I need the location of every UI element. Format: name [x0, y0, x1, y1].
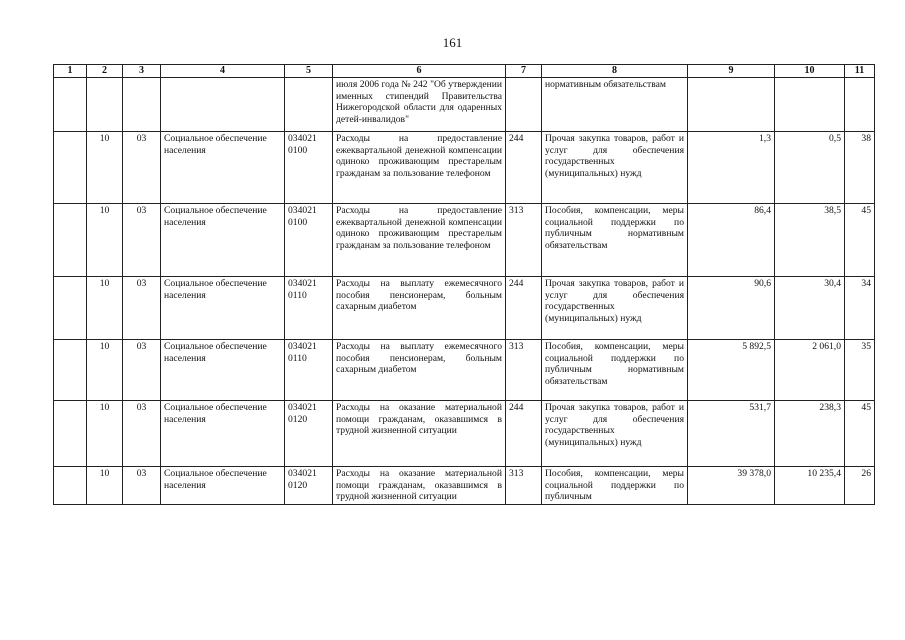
- table-cell-col6: Расходы на выплату ежемесячного пособия пенсионерам, больным сахарным диабетом: [333, 277, 506, 340]
- table-cell-col11: [845, 78, 875, 132]
- table-cell-col5: 034021 0100: [285, 132, 333, 204]
- table-cell-col11: 26: [845, 467, 875, 505]
- column-header-5: 5: [285, 65, 333, 78]
- table-cell-col1: [54, 401, 87, 467]
- column-header-10: 10: [775, 65, 845, 78]
- table-cell-col2: 10: [87, 467, 123, 505]
- table-cell-col7: 244: [506, 277, 542, 340]
- table-cell-col6: Расходы на оказание материальной помощи гражданам, оказавшимся в трудной жизненной ситуации: [333, 401, 506, 467]
- table-cell-col11: 34: [845, 277, 875, 340]
- table-cell-col8: Прочая закупка товаров, работ и услуг для обеспечения государственных (муниципальных) нужд: [542, 132, 688, 204]
- table-cell-col6: июля 2006 года № 242 "Об утверждении именных стипендий Правительства Нижегородской области для одаренных детей-инвалидов": [333, 78, 506, 132]
- table-cell-col9: 39 378,0: [688, 467, 775, 505]
- table-cell-col6: Расходы на предоставление ежеквартальной денежной компенсации одиноко проживающим престарелым гражданам за пользование телефоном: [333, 132, 506, 204]
- table-cell-col10: 0,5: [775, 132, 845, 204]
- table-cell-col11: 38: [845, 132, 875, 204]
- table-row: [54, 204, 875, 277]
- table-cell-col5: [285, 78, 333, 132]
- table-cell-col3: 03: [123, 204, 161, 277]
- table-cell-col9: 86,4: [688, 204, 775, 277]
- table-row: [54, 78, 875, 132]
- table-cell-col1: [54, 132, 87, 204]
- table-cell-col5: 034021 0110: [285, 340, 333, 401]
- table-row: [54, 467, 875, 505]
- table-cell-col10: 38,5: [775, 204, 845, 277]
- table-cell-col10: 238,3: [775, 401, 845, 467]
- table-cell-col6: Расходы на выплату ежемесячного пособия пенсионерам, больным сахарным диабетом: [333, 340, 506, 401]
- column-header-11: 11: [845, 65, 875, 78]
- table-cell-col7: 244: [506, 401, 542, 467]
- table-cell-col2: 10: [87, 277, 123, 340]
- column-header-4: 4: [161, 65, 285, 78]
- table-cell-col9: [688, 78, 775, 132]
- table-cell-col8: Пособия, компенсации, меры социальной поддержки по публичным нормативным обязательствам: [542, 204, 688, 277]
- table-cell-col8: Прочая закупка товаров, работ и услуг для обеспечения государственных (муниципальных) нужд: [542, 401, 688, 467]
- column-header-2: 2: [87, 65, 123, 78]
- table-cell-col4: Социальное обеспечение населения: [161, 132, 285, 204]
- table-cell-col1: [54, 340, 87, 401]
- table-body: [54, 78, 875, 505]
- table-cell-col4: Социальное обеспечение населения: [161, 340, 285, 401]
- table-cell-col7: 244: [506, 132, 542, 204]
- column-header-1: 1: [54, 65, 87, 78]
- column-header-3: 3: [123, 65, 161, 78]
- table-cell-col4: Социальное обеспечение населения: [161, 467, 285, 505]
- table-cell-col4: Социальное обеспечение населения: [161, 401, 285, 467]
- table-cell-col2: 10: [87, 204, 123, 277]
- table-cell-col6: Расходы на предоставление ежеквартальной денежной компенсации одиноко проживающим престарелым гражданам за пользование телефоном: [333, 204, 506, 277]
- table-cell-col3: 03: [123, 401, 161, 467]
- table-cell-col2: [87, 78, 123, 132]
- table-cell-col4: Социальное обеспечение населения: [161, 277, 285, 340]
- table-cell-col9: 1,3: [688, 132, 775, 204]
- column-header-8: 8: [542, 65, 688, 78]
- page-number: 161: [442, 35, 463, 50]
- table-cell-col8: Прочая закупка товаров, работ и услуг для обеспечения государственных (муниципальных) нужд: [542, 277, 688, 340]
- table-cell-col3: 03: [123, 340, 161, 401]
- table-cell-col9: 531,7: [688, 401, 775, 467]
- table-cell-col6: Расходы на оказание материальной помощи гражданам, оказавшимся в трудной жизненной ситуации: [333, 467, 506, 505]
- column-header-9: 9: [688, 65, 775, 78]
- table-cell-col10: 30,4: [775, 277, 845, 340]
- table-row: [54, 277, 875, 340]
- table-cell-col11: 45: [845, 401, 875, 467]
- table-cell-col2: 10: [87, 401, 123, 467]
- table-cell-col5: 034021 0100: [285, 204, 333, 277]
- table-cell-col3: [123, 78, 161, 132]
- table-cell-col10: [775, 78, 845, 132]
- table-cell-col7: [506, 78, 542, 132]
- table-cell-col8: нормативным обязательствам: [542, 78, 688, 132]
- table-cell-col5: 034021 0120: [285, 467, 333, 505]
- table-cell-col1: [54, 204, 87, 277]
- table-header-row: [54, 65, 875, 78]
- table-cell-col10: 2 061,0: [775, 340, 845, 401]
- table-cell-col10: 10 235,4: [775, 467, 845, 505]
- table-cell-col3: 03: [123, 467, 161, 505]
- table-cell-col11: 35: [845, 340, 875, 401]
- table-cell-col7: 313: [506, 340, 542, 401]
- table-cell-col9: 5 892,5: [688, 340, 775, 401]
- table-cell-col7: 313: [506, 204, 542, 277]
- table-row: [54, 340, 875, 401]
- table-cell-col1: [54, 78, 87, 132]
- column-header-7: 7: [506, 65, 542, 78]
- table-row: [54, 401, 875, 467]
- table-cell-col9: 90,6: [688, 277, 775, 340]
- table-cell-col1: [54, 277, 87, 340]
- table-cell-col8: Пособия, компенсации, меры социальной поддержки по публичным: [542, 467, 688, 505]
- table-cell-col1: [54, 467, 87, 505]
- table-cell-col3: 03: [123, 277, 161, 340]
- column-header-6: 6: [333, 65, 506, 78]
- budget-table: [53, 64, 875, 505]
- table-cell-col5: 034021 0120: [285, 401, 333, 467]
- table-cell-col3: 03: [123, 132, 161, 204]
- table-cell-col2: 10: [87, 340, 123, 401]
- table-cell-col4: [161, 78, 285, 132]
- table-cell-col7: 313: [506, 467, 542, 505]
- table-cell-col8: Пособия, компенсации, меры социальной поддержки по публичным нормативным обязательствам: [542, 340, 688, 401]
- table-cell-col5: 034021 0110: [285, 277, 333, 340]
- table-cell-col2: 10: [87, 132, 123, 204]
- table-row: [54, 132, 875, 204]
- table-cell-col11: 45: [845, 204, 875, 277]
- table-cell-col4: Социальное обеспечение населения: [161, 204, 285, 277]
